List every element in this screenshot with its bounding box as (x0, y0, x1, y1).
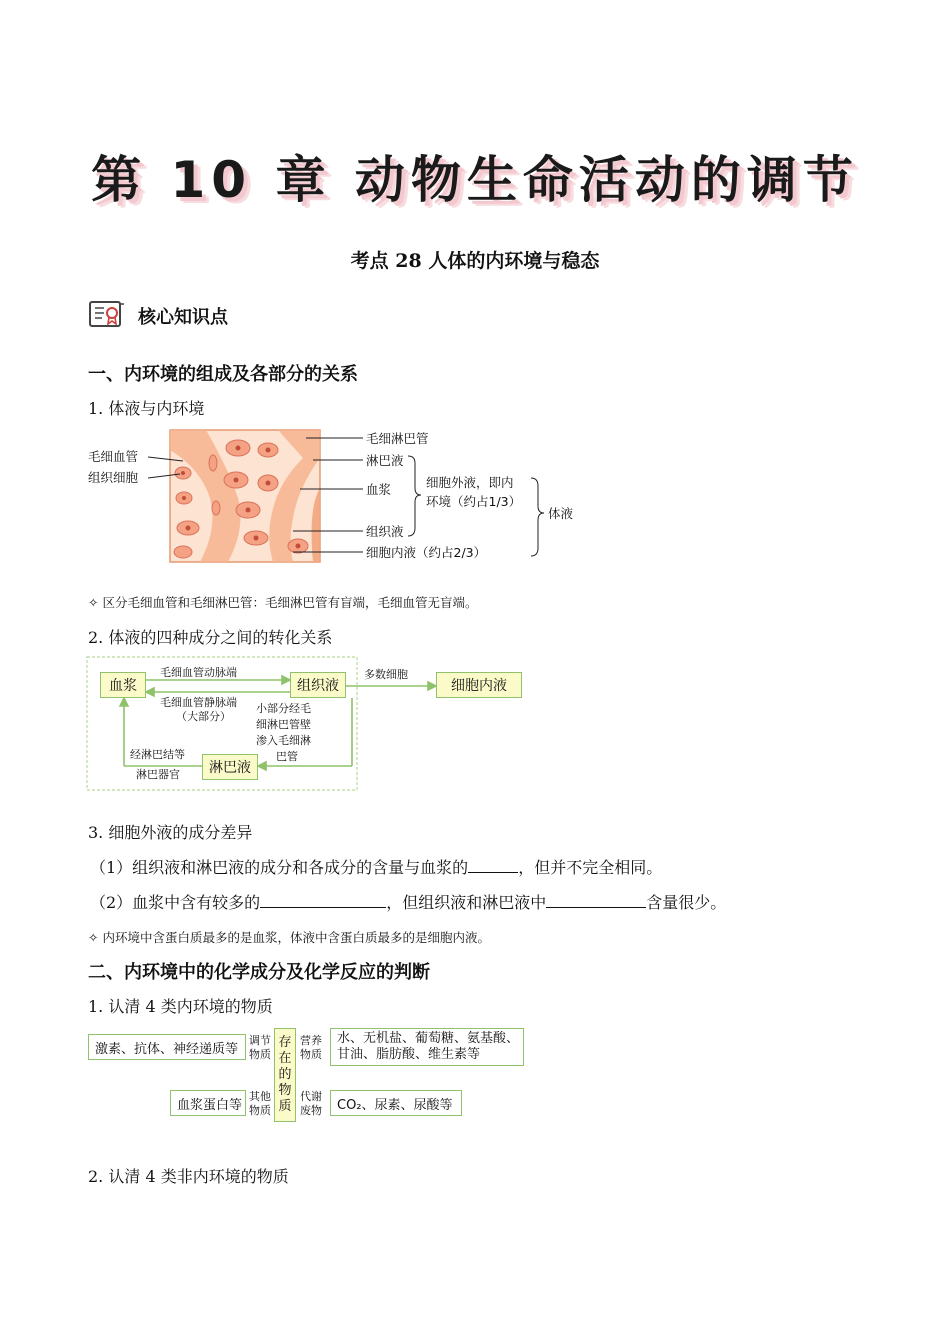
label-tissue-cell: 组织细胞 (88, 470, 139, 485)
label-lymph-capillary: 毛细淋巴管 (366, 431, 429, 446)
label-via-lymph-1: 经淋巴结等 (130, 748, 185, 761)
label-small-part-2: 细淋巴管壁 (256, 718, 311, 731)
box-existing-substances (274, 1028, 296, 1122)
label-nutrient-2: 物质 (300, 1048, 322, 1061)
center-char-2: 在 (278, 1051, 292, 1066)
core-knowledge-header (88, 298, 228, 334)
core-knowledge-label: 核心知识点 (138, 307, 228, 328)
box-waste: CO₂、尿素、尿酸等 (330, 1090, 462, 1116)
center-char-4: 物 (278, 1083, 292, 1098)
center-char-5: 质 (278, 1099, 292, 1114)
label-regulatory-2: 物质 (249, 1048, 271, 1061)
label-small-part-3: 渗入毛细淋 (256, 734, 311, 747)
box-nutrients (330, 1028, 524, 1066)
label-other-2: 物质 (249, 1104, 271, 1117)
topic-title: 考点 28 人体的内环境与稳态 (350, 250, 600, 272)
fluid-conversion-diagram (86, 656, 526, 792)
label-lymph: 淋巴液 (366, 453, 404, 468)
label-venous-end: 毛细血管静脉端 (160, 696, 237, 709)
nutrients-line1: 水、无机盐、葡萄糖、氨基酸、 (337, 1031, 520, 1046)
label-small-part-1: 小部分经毛 (256, 702, 311, 715)
center-char-3: 的 (278, 1067, 292, 1082)
item3-title: 3. 细胞外液的成分差异 (88, 823, 253, 842)
label-nutrient-1: 营养 (300, 1034, 322, 1047)
certificate-book-icon (88, 298, 126, 334)
item2-title: 2. 体液的四种成分之间的转化关系 (88, 628, 333, 647)
fill-blank-3[interactable] (546, 893, 646, 908)
box-intracellular: 细胞内液 (436, 672, 522, 698)
label-regulatory-1: 调节 (249, 1034, 271, 1047)
item1-title: 1. 体液与内环境 (88, 399, 205, 418)
label-plasma: 血浆 (366, 482, 392, 497)
label-via-lymph-2: 淋巴器官 (136, 768, 180, 781)
fill-blank-2[interactable] (260, 893, 386, 908)
section1-heading: 一、内环境的组成及各部分的关系 (88, 364, 358, 385)
label-capillary: 毛细血管 (88, 449, 139, 464)
label-most-cells: 多数细胞 (364, 668, 408, 681)
substances-diagram (88, 1026, 528, 1126)
label-venous-end-majority: （大部分） (176, 710, 231, 723)
box-tissue-fluid: 组织液 (290, 672, 346, 698)
item3-line1 (90, 855, 662, 878)
box-other: 血浆蛋白等 (170, 1090, 246, 1116)
item3-line2 (90, 890, 726, 913)
label-body-fluid: 体液 (548, 506, 574, 521)
section2-heading: 二、内环境中的化学成分及化学反应的判断 (88, 962, 430, 983)
label-extracellular-2: 环境（约占1/3） (426, 494, 522, 509)
item3-line2-text-c: 含量很少。 (646, 893, 727, 912)
box-lymph: 淋巴液 (202, 754, 258, 780)
section2-item1-title: 1. 认清 4 类内环境的物质 (88, 997, 273, 1016)
label-arterial-end: 毛细血管动脉端 (160, 666, 237, 679)
label-tissue-fluid: 组织液 (366, 524, 404, 539)
note-protein: ✧ 内环境中含蛋白质最多的是血浆，体液中含蛋白质最多的是细胞内液。 (88, 930, 490, 945)
label-waste-1: 代谢 (300, 1090, 322, 1103)
label-intracellular: 细胞内液（约占2/3） (366, 545, 487, 560)
item3-line1-text-a: （1）组织液和淋巴液的成分和各成分的含量与血浆的 (90, 858, 469, 877)
item3-line2-text-b: ，但组织液和淋巴液中 (386, 893, 547, 912)
center-char-1: 存 (278, 1035, 292, 1050)
body-fluid-diagram (88, 428, 588, 568)
label-extracellular-1: 细胞外液，即内 (426, 475, 514, 490)
fill-blank-1[interactable] (468, 858, 518, 873)
note-capillary-difference: ✧ 区分毛细血管和毛细淋巴管：毛细淋巴管有盲端，毛细血管无盲端。 (88, 595, 478, 610)
label-waste-2: 废物 (300, 1104, 322, 1117)
label-small-part-4: 巴管 (276, 750, 298, 763)
section2-item2-title: 2. 认清 4 类非内环境的物质 (88, 1167, 289, 1186)
item3-line2-text-a: （2）血浆中含有较多的 (90, 893, 261, 912)
box-regulatory: 激素、抗体、神经递质等 (88, 1034, 246, 1060)
label-other-1: 其他 (249, 1090, 271, 1103)
box-plasma: 血浆 (100, 672, 146, 698)
chapter-title: 第 10 章 动物生命活动的调节 (91, 151, 859, 209)
item3-line1-text-b: ，但并不完全相同。 (518, 858, 663, 877)
nutrients-line2: 甘油、脂肪酸、维生素等 (337, 1047, 481, 1062)
